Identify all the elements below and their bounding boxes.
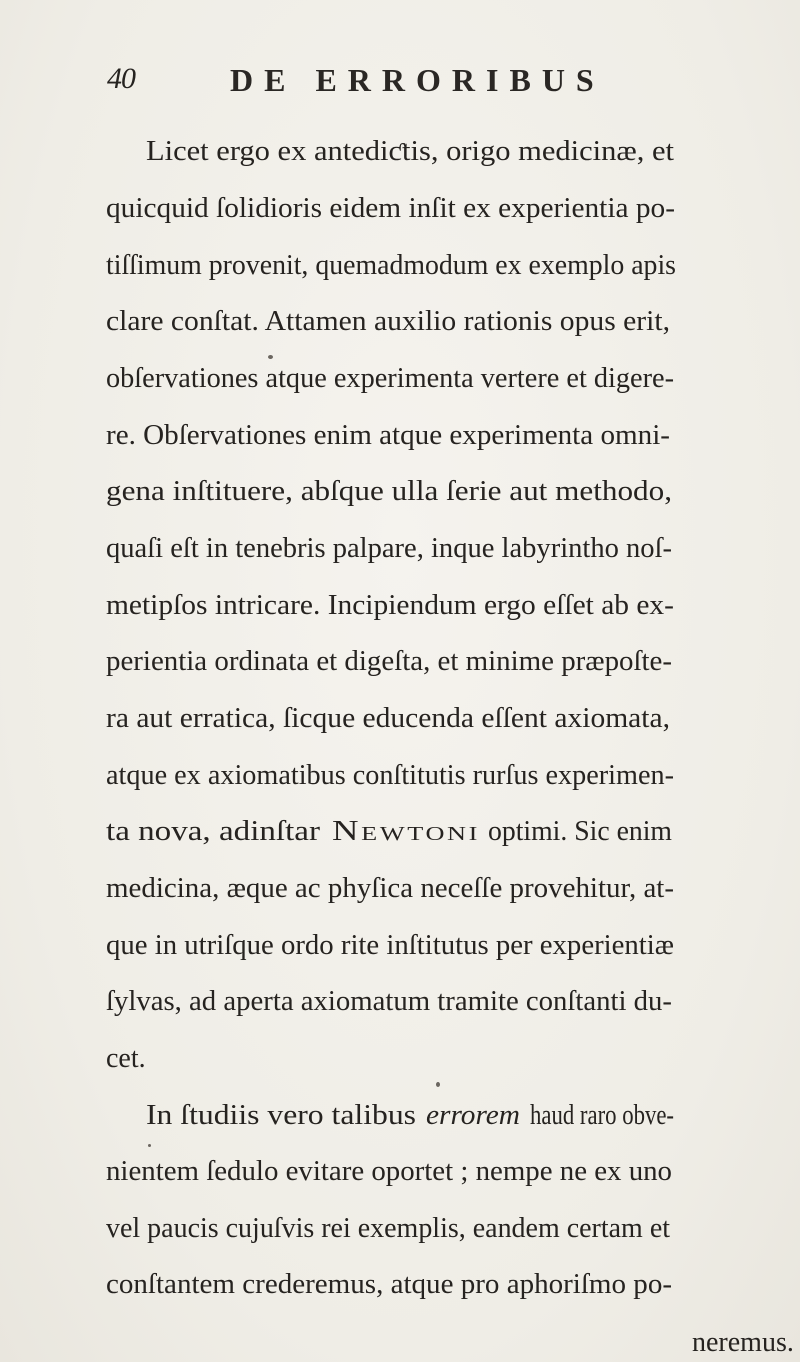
ink-speck bbox=[148, 1144, 151, 1147]
page-number: 40 bbox=[107, 62, 135, 95]
emphasized-word: errorem bbox=[426, 1100, 521, 1131]
running-head: DE ERRORIBUS bbox=[230, 62, 605, 98]
page-header bbox=[0, 62, 800, 102]
ink-speck bbox=[268, 355, 273, 359]
ink-speck bbox=[436, 1082, 440, 1087]
book-page: 40 DE ERRORIBUS Licet ergo ex antediƈtis, origo medicinæ, et quicquid ſolidioris eidem inſit ex experientia po- tiſſimum provenit, quemadmodum ex exemplo apis clare conſtat. Attamen auxilio rationis opus erit, obſervationes atque experimenta vertere et digere- re. Obſervationes enim atque experimenta omni- gena inſtituere, abſque ulla ſerie aut methodo, quaſi eſt in tenebris palpare, inque labyrintho noſ- metipſos intricare. Incipiendum ergo eſſet ab ex- perientia ordinata et digeſta, et minime præpoſte- ra aut erratica, ſicque educenda eſſent axiomata, atque ex axiomatibus conſtitutis rurſus experimen- ta nova, adinſtar Newtoni optimi. Sic enim medicina, æque ac phyſica neceſſe provehitur, at- que in utriſque ordo rite inſtitutus per experientiæ ſylvas, ad aperta axiomatum tramite conſtanti du- cet. In ſtudiis vero talibus errorem haud raro obve- nientem ſedulo evitare oportet ; nempe ne ex uno vel paucis cujuſvis rei exemplis, eandem certam et conſtantem crederemus, atque pro aphoriſmo po- neremus. bbox=[0, 0, 800, 1362]
catchword: neremus. bbox=[692, 1327, 794, 1358]
author-name: Newtoni bbox=[332, 816, 480, 847]
